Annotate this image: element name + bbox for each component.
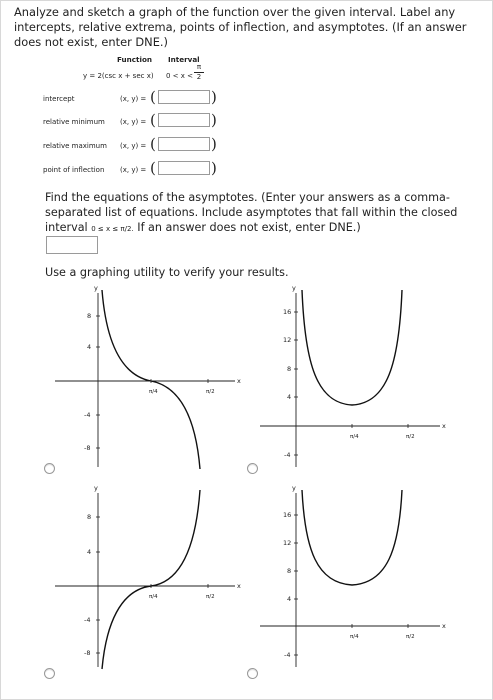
y-tick-label: -8 [84,649,91,657]
function-curve [302,290,402,405]
x-tick-label: π/4 [149,594,158,600]
y-tick-label: 4 [287,595,292,603]
xy-equals: (x, y) = [120,118,147,126]
function-header: Function [117,55,152,64]
open-paren: ( [150,111,156,129]
asymptotes-instructions [45,190,485,237]
x-axis-label: x [237,582,241,590]
verify-text: Use a graphing utility to verify your results. [45,266,289,279]
y-tick-label: -4 [284,651,291,659]
y-tick-label: 8 [287,365,292,373]
radio-option-1[interactable] [44,463,55,474]
xy-equals: (x, y) = [120,166,147,174]
y-axis-label: y [94,284,98,292]
close-paren: ) [211,111,217,129]
row-label-intercept: intercept [43,95,75,103]
question-text: Analyze and sketch a graph of the function over the given interval. Label any intercepts, relative extrema, points of inflection, and asymptotes. (If an answer does not exist, enter DNE.) [14,5,467,49]
row-label-point-of-inflection: point of inflection [43,166,105,174]
open-paren: ( [150,88,156,106]
relative-maximum-input[interactable] [158,137,210,151]
interval-fraction [194,64,204,81]
row-label-relative-maximum: relative maximum [43,142,107,150]
close-paren: ) [211,135,217,153]
xy-equals: (x, y) = [120,142,147,150]
y-tick-label: 16 [283,511,292,519]
y-tick-label: 4 [87,343,92,351]
function-curve [102,490,200,669]
y-tick-label: 4 [87,548,92,556]
close-paren: ) [211,159,217,177]
point-of-inflection-input[interactable] [158,161,210,175]
interval-expression: 0 < x < [166,72,194,80]
y-tick-label: 12 [283,336,292,344]
x-axis-label: x [442,422,446,430]
open-paren: ( [150,159,156,177]
graph-option-1 [50,285,240,470]
function-expression: y = 2(csc x + sec x) [83,72,154,80]
interval-header: Interval [168,55,200,64]
x-tick-label: π/4 [350,634,359,640]
y-axis-label: y [94,484,98,492]
x-tick-label: π/2 [206,389,215,395]
graph-option-2 [255,285,450,470]
graph-option-3 [50,485,240,670]
x-axis-label: x [237,377,241,385]
x-tick-label: π/4 [350,434,359,440]
y-tick-label: -4 [84,411,91,419]
asymptotes-input[interactable] [46,236,98,254]
y-axis-label: y [292,284,296,292]
y-axis-label: y [292,484,296,492]
row-label-relative-minimum: relative minimum [43,118,105,126]
y-tick-label: 12 [283,539,292,547]
intercept-input[interactable] [158,90,210,104]
graph-option-4 [255,485,450,670]
y-tick-label: -4 [284,451,291,459]
x-tick-label: π/2 [406,434,415,440]
y-tick-label: -4 [84,616,91,624]
y-tick-label: -8 [84,444,91,452]
asymptotes-interval: 0 ≤ x ≤ π/2. [91,225,134,233]
y-tick-label: 8 [87,312,92,320]
xy-equals: (x, y) = [120,95,147,103]
y-tick-label: 16 [283,308,292,316]
y-tick-label: 8 [287,567,292,575]
y-tick-label: 4 [287,393,292,401]
y-tick-label: 8 [87,513,92,521]
close-paren: ) [211,88,217,106]
open-paren: ( [150,135,156,153]
function-curve [302,490,402,585]
asymptotes-text: Find the equations of the asymptotes. (Enter your answers as a comma-separated list of equations. Include asymptotes that fall within the closed interval [45,191,458,234]
radio-option-3[interactable] [44,668,55,679]
x-tick-label: π/2 [406,634,415,640]
x-tick-label: π/4 [149,389,158,395]
interval-numerator: π [196,63,202,71]
x-tick-label: π/2 [206,594,215,600]
interval-denominator: 2 [194,72,204,81]
asymptotes-text-2: If an answer does not exist, enter DNE.) [137,221,361,234]
relative-minimum-input[interactable] [158,113,210,127]
x-axis-label: x [442,622,446,630]
radio-option-4[interactable] [247,668,258,679]
radio-option-2[interactable] [247,463,258,474]
